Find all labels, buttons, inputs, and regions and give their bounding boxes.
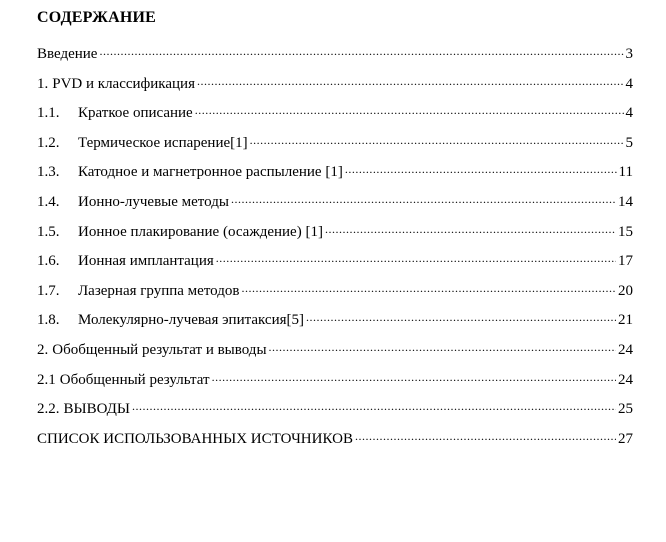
toc-dot-leader	[212, 370, 616, 384]
toc-page-number: 25	[618, 401, 633, 418]
toc-entry-number: 1.6.	[37, 253, 60, 270]
toc-entry-1-7[interactable]	[37, 281, 633, 311]
toc-page-number: 24	[618, 371, 633, 388]
toc-dot-leader	[325, 222, 616, 236]
toc-dot-leader	[269, 340, 616, 354]
toc-entry-number: 1.1.	[37, 105, 60, 122]
toc-entry-2[interactable]	[37, 340, 633, 370]
toc-entry-text: Лазерная группа методов	[78, 282, 240, 299]
toc-entry-2-2[interactable]	[37, 399, 633, 429]
toc-entry-1-3[interactable]	[37, 162, 633, 192]
toc-entry-text: Введение	[37, 46, 98, 62]
toc-page-number: 15	[618, 223, 633, 240]
toc-entry-text: Ионно-лучевые методы	[78, 193, 229, 210]
toc-title: СОДЕРЖАНИЕ	[37, 9, 157, 26]
toc-entry-text: Молекулярно-лучевая эпитаксия[5]	[78, 312, 304, 329]
toc-page-number: 5	[625, 134, 633, 151]
toc-dot-leader	[216, 251, 616, 265]
toc-dot-leader	[345, 162, 617, 176]
toc-page-number: 3	[625, 46, 633, 62]
toc-page-number: 20	[618, 282, 633, 299]
toc-entry-number: 1.8.	[37, 312, 60, 329]
toc-entry-text: Ионная имплантация	[78, 253, 214, 270]
toc-dot-leader	[197, 74, 624, 88]
toc-page-number: 21	[618, 312, 633, 329]
toc-entry-number: 1.5.	[37, 223, 60, 240]
toc-page-number: 24	[618, 341, 633, 358]
toc-dot-leader	[231, 192, 616, 206]
toc-entry-text: ВЫВОДЫ	[63, 401, 130, 418]
toc-entry-number: 2.1	[37, 371, 56, 388]
toc-entry-number: 1.7.	[37, 282, 60, 299]
toc-dot-leader	[195, 103, 624, 117]
toc-dot-leader	[99, 44, 623, 58]
toc-page-number: 11	[618, 164, 633, 181]
toc-entry-1-4[interactable]	[37, 192, 633, 222]
toc-entry-text: Краткое описание	[78, 105, 193, 122]
toc-page-number: 27	[618, 430, 633, 447]
toc-entry-text: PVD и классификация	[52, 75, 195, 92]
toc-entry-references[interactable]	[37, 429, 633, 459]
toc-entry-number: 1.2.	[37, 134, 60, 151]
toc-entry-text: СПИСОК ИСПОЛЬЗОВАННЫХ ИСТОЧНИКОВ	[37, 430, 353, 447]
toc-entry-1-2[interactable]	[37, 133, 633, 163]
toc-entry-number: 2.	[37, 341, 49, 358]
toc-page-number: 4	[625, 75, 633, 92]
toc-dot-leader	[306, 310, 616, 324]
toc-page-number: 4	[625, 105, 633, 122]
toc-entry-number: 1.	[37, 75, 49, 92]
toc-entry-text: Термическое испарение[1]	[78, 134, 248, 151]
toc-page-number: 14	[618, 193, 633, 210]
table-of-contents	[37, 44, 633, 458]
toc-dot-leader	[132, 399, 616, 413]
toc-entry-1-1[interactable]	[37, 103, 633, 133]
toc-entry-number: 1.3.	[37, 164, 60, 181]
toc-dot-leader	[355, 429, 616, 443]
toc-entry-introduction[interactable]	[37, 44, 633, 74]
toc-entry-1-8[interactable]	[37, 310, 633, 340]
toc-dot-leader	[250, 133, 624, 147]
toc-dot-leader	[241, 281, 616, 295]
toc-entry-1-5[interactable]	[37, 222, 633, 252]
toc-entry-text: Обобщенный результат	[59, 371, 210, 388]
toc-entry-1[interactable]	[37, 74, 633, 104]
toc-entry-text: Обобщенный результат и выводы	[52, 341, 267, 358]
toc-entry-text: Катодное и магнетронное распыление [1]	[78, 164, 343, 181]
toc-entry-text: Ионное плакирование (осаждение) [1]	[78, 223, 323, 240]
toc-entry-number: 1.4.	[37, 193, 60, 210]
toc-page-number: 17	[618, 253, 633, 270]
toc-entry-1-6[interactable]	[37, 251, 633, 281]
toc-entry-2-1[interactable]	[37, 370, 633, 400]
toc-entry-number: 2.2.	[37, 401, 60, 418]
